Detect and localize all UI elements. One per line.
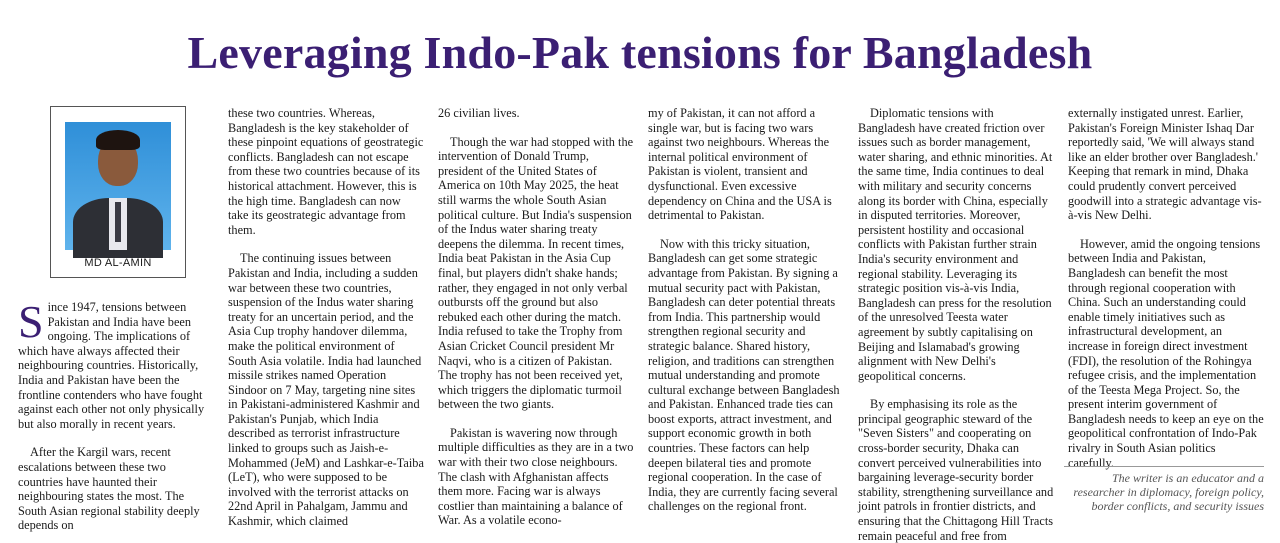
column-1	[18, 296, 210, 533]
paragraph: The continuing issues between Pakistan and India, including a sudden war between these two countries, suspension of the Indus water sharing treaty for an uncertain period, and the Asia Cup trophy handover dilemma, make the political environment of South Asia volatile. India had launched missile strikes named Operation Sindoor on 7 May, targeting nine sites in Pakistani-administered Kashmir and Pakistan's Punjab, which India described as terrorist infrastructure linked to groups such as Jaish-e-Mohammed (JeM) and Lashkar-e-Taiba (LeT), who were supposed to be involved with the terrorist attacks on 22nd April in Pahalgam, Jammu and Kashmir, which claimed	[228, 251, 424, 529]
column-2	[228, 106, 424, 529]
paragraph: After the Kargil wars, recent escalations between these two countries have haunted their neighbouring states the most. The South Asian regional stability deeply depends on	[18, 445, 200, 533]
author-tagline: The writer is an educator and a researcher in diplomacy, foreign policy, border conflicts, and security issues	[1064, 466, 1264, 513]
column-3	[438, 106, 634, 526]
paragraph: externally instigated unrest. Earlier, Pakistan's Foreign Minister Ishaq Dar reportedly said, 'We will always stand like an elder brother over Bangladesh.' Keeping that remark in mind, Dhaka could prudently convert perceived goodwill into a strategic advantage vis-à-vis New Delhi.	[1068, 106, 1262, 223]
column-5	[858, 106, 1054, 543]
paragraph: Though the war had stopped with the intervention of Donald Trump, president of the United States of America on 10th May 2025, the heat still warms the whole South Asian political culture. But India's suspension of the Indus water sharing treaty deepens the dilemma. In recent times, India beat Pakistan in the Asia Cup final, but players didn't shake hands; rather, they engaged in not only verbal outbursts off the ground but also rebuked each other during the match. India refused to take the Trophy from Asian Cricket Council president Mr Naqvi, who is a citizen of Pakistan. The trophy has not been received yet, which triggers the diplomatic turmoil between the two giants.	[438, 134, 634, 412]
column-4	[648, 106, 844, 526]
paragraph: Now with this tricky situation, Bangladesh can get some strategic advantage from Pakistan. By signing a mutual security pact with Pakistan, Bangladesh can deter potential threats from India. This partnership would strengthen regional security and strategic balance. Shared history, religion, and traditions can strengthen mutual understanding and promote cultural exchange between Bangladesh and Pakistan. Enhanced trade ties can boost exports, attract investment, and support economic growth in both countries. These factors can help deepen bilateral ties and promote regional cooperation. In the case of India, they are currently facing several challenges on the regional front.	[648, 236, 840, 514]
author-photo-box	[50, 106, 186, 278]
paragraph: By emphasising its role as the principal geographic steward of the "Seven Sisters" and cooperating on cross-border security, Dhaka can convert perceived vulnerabilities into bargaining leverage-security border stability, strengthening surveillance and joint patrols in frontier districts, and ensuring that the Chittagong Hill Tracts remain peaceful and free from	[858, 397, 1054, 543]
paragraph: Pakistan is wavering now through multiple difficulties as they are in a two war with their two close neighbours. The clash with Afghanistan affects them more. Facing war is always costlier than maintaining a balance of War. As a volatile econo-	[438, 425, 634, 528]
drop-cap: S	[18, 296, 44, 347]
paragraph: Since 1947, tensions between Pakistan and India have been ongoing. The implications of which have always affected their neighbouring countries. Historically, India and Pakistan have been the frontline contenders who have fought against each other not only physically but also morally in recent years.	[18, 296, 205, 431]
paragraph: Diplomatic tensions with Bangladesh have created friction over issues such as border management, water sharing, and ethnic minorities. At the same time, India continues to deal with military and security concerns along its border with China, especially in disputed territories. Moreover, persistent hostility and occasional conflicts with Pakistan further strain India's security environment and regional stability. Leveraging its strategic position vis-à-vis India, Bangladesh can press for the resolution of the unresolved Teesta water agreement by subtly capitalising on Beijing and Islamabad's growing alignment with New Delhi's geopolitical concerns.	[858, 106, 1053, 383]
paragraph: However, amid the ongoing tensions between India and Pakistan, Bangladesh can benefit the most through regional cooperation with China. Such an understanding could enable timely initiatives such as infrastructural development, an increase in foreign direct investment (FDI), the resolution of the Rohingya refugee crisis, and the implementation of the Teesta Mega Project. So, the present interim government of Bangladesh needs to keep an eye on the geopolitical confrontation of Indo-Pak rivalry in South Asian politics carefully.	[1068, 236, 1264, 470]
article-headline: Leveraging Indo-Pak tensions for Bangladesh	[187, 27, 1093, 78]
column-6	[1068, 106, 1264, 470]
author-name: MD AL-AMIN	[84, 257, 152, 269]
paragraph: my of Pakistan, it can not afford a single war, but is facing two wars against two neighbours. Whereas the internal political environment of Pakistan is violent, transient and dysfunctional. Even excessive dependency on China and the USA is detrimental to Pakistan.	[648, 106, 832, 223]
paragraph: 26 civilian lives.	[438, 106, 520, 120]
author-photo	[65, 122, 171, 250]
paragraph: these two countries. Whereas, Bangladesh is the key stakeholder of these pinpoint equations of geostrategic conflicts. Bangladesh can not escape from these two countries because of its historical attachment. However, this is the high time. Bangladesh can now take its geostrategic advantage from them.	[228, 106, 424, 237]
